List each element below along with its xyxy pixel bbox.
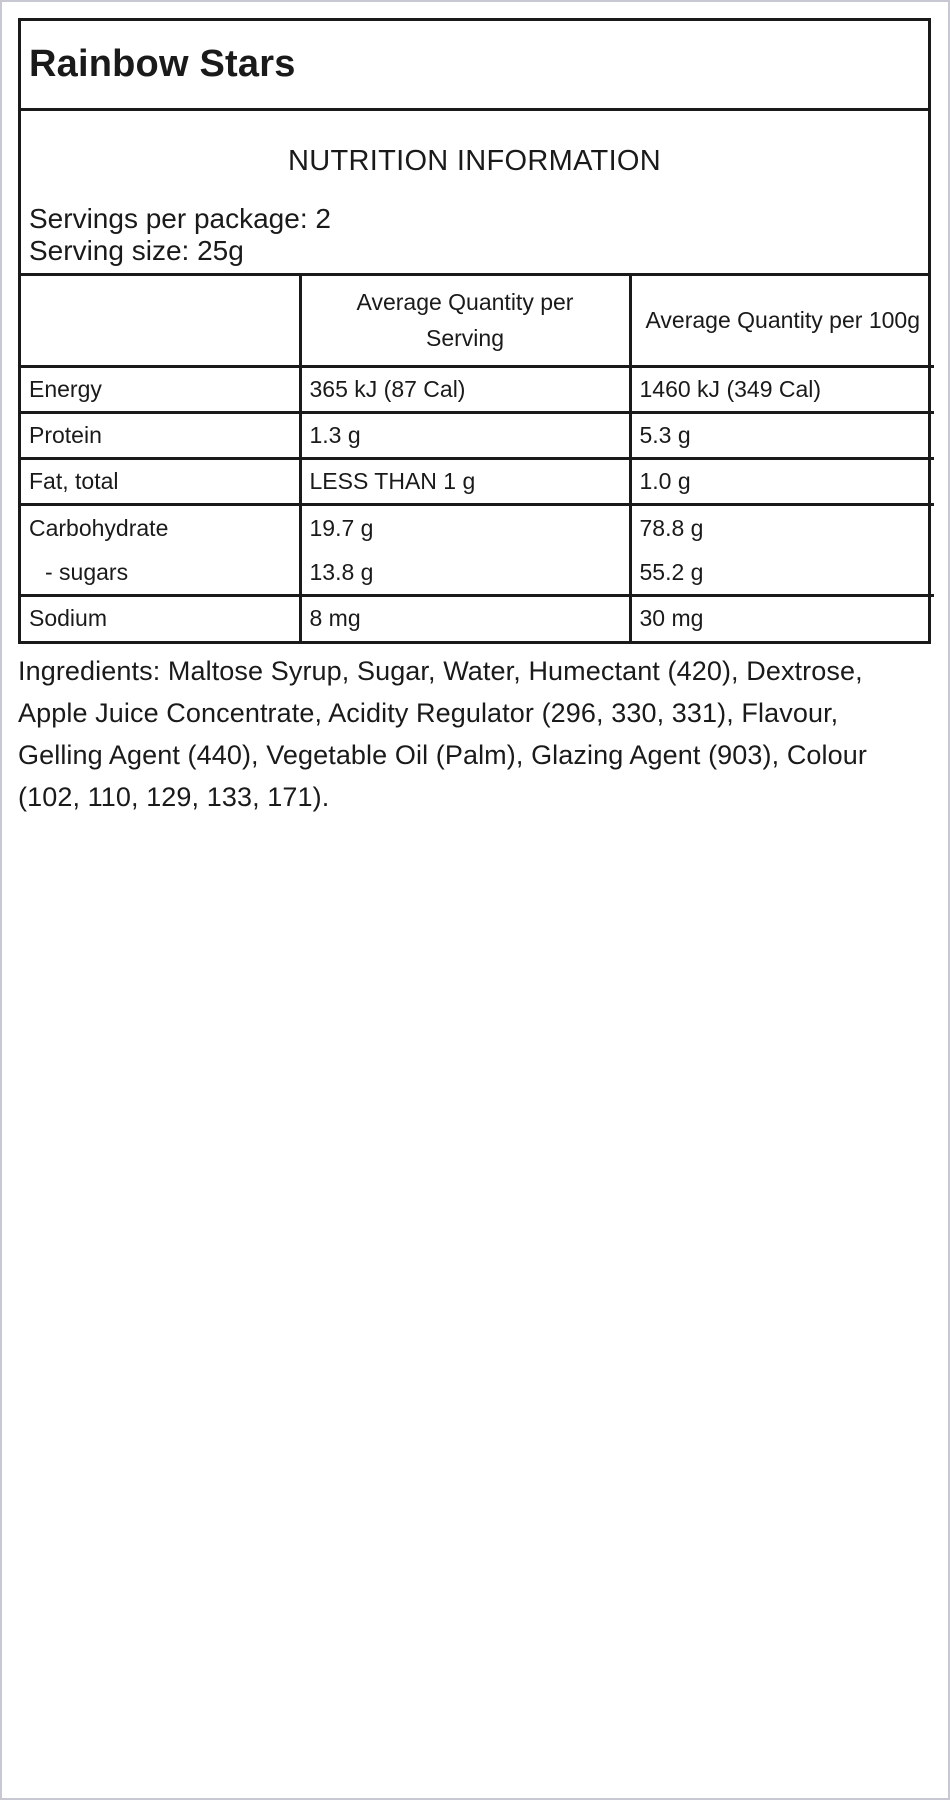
row-per-serving: 1.3 g [300, 412, 630, 458]
row-per-serving: 19.7 g [309, 514, 374, 541]
ingredients-text: Ingredients: Maltose Syrup, Sugar, Water, Humectant (420), Dextrose, Apple Juice Concentrate, Acidity Regulator (296, 330, 331), Flavour, Gelling Agent (440), Vegetable Oil (Palm), Glazing Agent (903), Colour (102, 110, 129, 133, 171). [18, 656, 867, 812]
header-per-serving: Average Quantity per Serving [300, 276, 630, 366]
nutrition-info-block [21, 111, 928, 276]
header-blank-cell [21, 276, 300, 366]
table-row-sodium [21, 595, 934, 641]
title-row [21, 21, 928, 111]
row-per-serving-group [300, 504, 630, 595]
row-sub-label: - sugars [45, 558, 129, 585]
row-per-100g: 78.8 g [639, 514, 704, 541]
row-label-group [21, 504, 300, 595]
row-per-100g-group [630, 504, 934, 595]
servings-info [29, 203, 331, 267]
row-label: Energy [21, 366, 300, 412]
product-title: Rainbow Stars [29, 43, 296, 85]
table-row-carbohydrate [21, 504, 934, 595]
row-per-100g: 5.3 g [630, 412, 934, 458]
row-sub-per-serving: 13.8 g [309, 558, 374, 585]
header-per-100g: Average Quantity per 100g [630, 276, 934, 366]
row-per-serving: 365 kJ (87 Cal) [300, 366, 630, 412]
nutrition-panel [18, 18, 931, 644]
row-label: Carbohydrate [29, 514, 169, 541]
nutrition-heading: NUTRITION INFORMATION [287, 145, 662, 177]
row-per-serving: LESS THAN 1 g [300, 458, 630, 504]
row-label: Protein [21, 412, 300, 458]
table-row-energy [21, 366, 934, 412]
row-label: Sodium [21, 595, 300, 641]
row-sub-per-100g: 55.2 g [639, 558, 704, 585]
servings-per-package: Servings per package: 2 [29, 203, 331, 234]
nutrition-table [21, 276, 934, 641]
table-row-protein [21, 412, 934, 458]
row-per-serving: 8 mg [300, 595, 630, 641]
serving-size: Serving size: 25g [29, 235, 244, 266]
table-header-row [21, 276, 934, 366]
row-per-100g: 1.0 g [630, 458, 934, 504]
row-label: Fat, total [21, 458, 300, 504]
row-per-100g: 1460 kJ (349 Cal) [630, 366, 934, 412]
row-per-100g: 30 mg [630, 595, 934, 641]
table-row-fat [21, 458, 934, 504]
